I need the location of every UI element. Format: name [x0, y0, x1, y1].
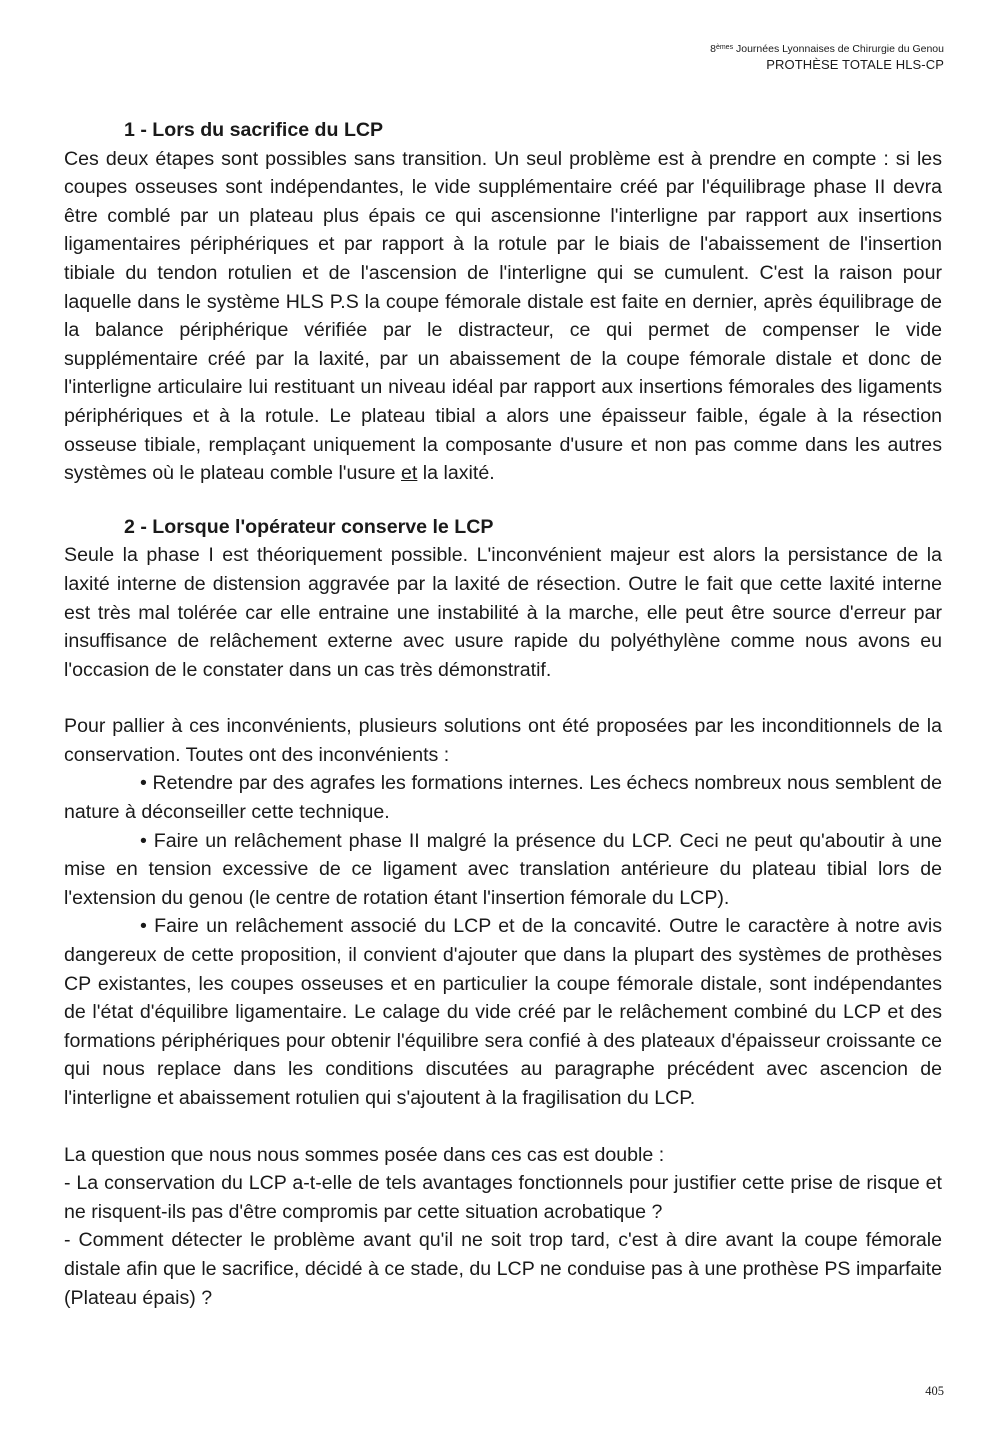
conference-ordinal: 8: [710, 43, 716, 55]
page-number: 405: [925, 1384, 944, 1398]
bullet-item-1: • Retendre par des agrafes les formations internes. Les échecs nombreux nous semblent de nature à déconseiller cette technique.: [64, 772, 942, 824]
main-text: [64, 116, 942, 1312]
bullet-item-2: • Faire un relâchement phase II malgré la présence du LCP. Ceci ne peut qu'aboutir à une mise en tension excessive de ce ligament avec translation antérieure du plateau tibial lors de l'extension du genou (le centre de rotation étant l'insertion fémorale du LCP).: [64, 829, 942, 909]
question-item-1: - La conservation du LCP a-t-elle de tels avantages fonctionnels pour justifier cette prise de risque et ne risquent-ils pas d'être compromis par cette situation acrobatique ?: [64, 1172, 942, 1223]
section-1-text: Ces deux étapes sont possibles sans transition. Un seul problème est à prendre en compte : si les coupes osseuses sont indépendantes, le vide supplémentaire créé par l'équilibrage phase II devra être comblé par un plateau plus épais ce qui ascensionne l'interligne par rapport aux insertions ligamentaires périphériques et par rapport à la rotule par le biais de l'abaissement de l'insertion tibiale du tendon rotulien et de l'ascension de l'interligne qui se cumulent. C'est la raison pour laquelle dans le système HLS P.S la coupe fémorale distale est faite en dernier, après équilibrage de la balance périphérique vérifiée par le distracteur, ce qui permet de compenser le vide supplémentaire créé par la laxité, par un abaissement de la coupe fémorale distale et donc de l'interligne articulaire lui restituant un niveau idéal par rapport aux insertions fémorales des ligaments périphériques et à la rotule. Le plateau tibial a alors une épaisseur faible, égale à la résection osseuse tibiale, remplaçant uniquement la composante d'usure et non pas comme dans les autres systèmes où le plateau comble l'usure: [64, 147, 942, 485]
section-1-title: 1 - Lors du sacrifice du LCP: [124, 119, 384, 141]
topic-title: PROTHÈSE TOTALE HLS-CP: [766, 57, 944, 72]
section-1-paragraph: [64, 145, 942, 488]
section-1-text-end: la laxité.: [417, 462, 495, 485]
spacer: [64, 488, 942, 513]
section-2-title: 2 - Lorsque l'opérateur conserve le LCP: [124, 515, 494, 538]
section-2-paragraph: Seule la phase I est théoriquement possible. L'inconvénient majeur est alors la persistance de la laxité interne de distension aggravée par la laxité de résection. Outre le fait que cette laxité interne est très mal tolérée car elle entraine une instabilité à la marche, elle peut être source d'erreur par insuffisance de relâchement externe avec usure rapide du polyéthylène comme nous avons eu l'occasion de le constater dans un cas très démonstratif.: [64, 544, 942, 681]
bullet-item-3: • Faire un relâchement associé du LCP et de la concavité. Outre le caractère à notre avis dangereux de cette proposition, il convient d'ajouter que dans la plupart des systèmes de prothèses CP existantes, les coupes osseuses et en particulier la coupe fémorale distale, sont indépendantes de l'état d'équilibre ligamentaire. Le calage du vide créé par le relâchement combiné du LCP et des formations périphériques pour obtenir l'équilibre sera confié à des plateaux d'épaisseur croissante ce qui nous replace dans les conditions discutées au paragraphe précédent avec ascencion de l'interligne et abaissement rotulien qui s'ajoutent à la fragilisation du LCP.: [64, 915, 942, 1109]
running-header: [710, 40, 944, 73]
question-intro: La question que nous nous sommes posée dans ces cas est double :: [64, 1143, 665, 1166]
spacer: [64, 684, 942, 712]
solutions-intro: Pour pallier à ces inconvénients, plusieurs solutions ont été proposées par les inconditionnels de la conservation. Toutes ont des inconvénients :: [64, 715, 942, 766]
conference-title: Journées Lyonnaises de Chirurgie du Genou: [733, 43, 944, 55]
underlined-word: et: [401, 462, 418, 485]
conference-ordinal-suffix: èmes: [715, 44, 734, 51]
conference-name: [710, 40, 944, 57]
question-item-2: - Comment détecter le problème avant qu'il ne soit trop tard, c'est à dire avant la coupe fémorale distale afin que le sacrifice, décidé à ce stade, du LCP ne conduise pas à une prothèse PS imparfaite (Plateau épais) ?: [64, 1229, 942, 1309]
spacer: [64, 1113, 942, 1141]
